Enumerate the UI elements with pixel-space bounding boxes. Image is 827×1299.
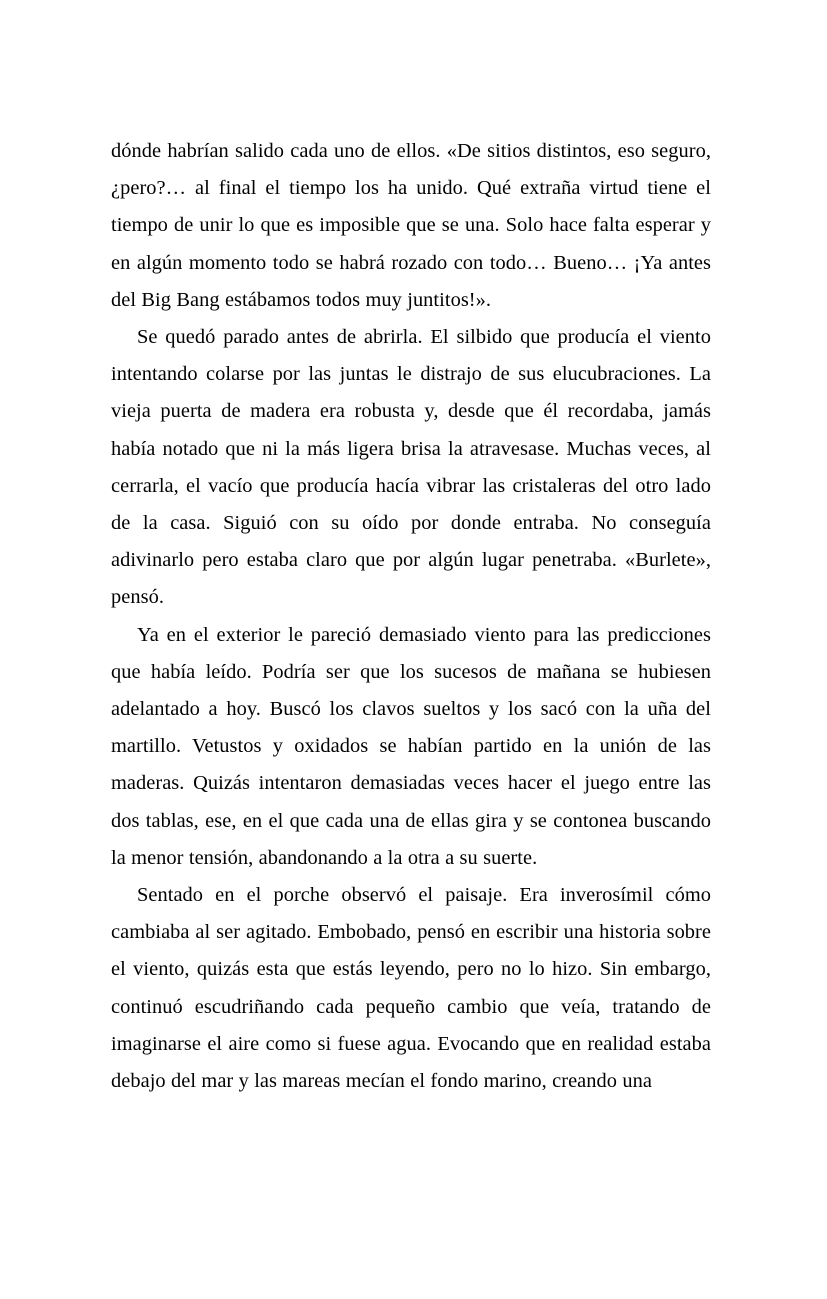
paragraph-3: Ya en el exterior le pareció demasiado viento para las predicciones que había leído. Podría ser que los sucesos de mañana se hubiesen adelantado a hoy. Buscó los clavos sueltos y los sacó con la uña del martillo. Vetustos y oxidados se habían partido en la unión de las maderas. Quizás intentaron demasiadas veces hacer el juego entre las dos tablas, ese, en el que cada una de ellas gira y se contonea buscando la menor tensión, abandonando a la otra a su suerte. bbox=[111, 623, 711, 869]
paragraph-2: Se quedó parado antes de abrirla. El silbido que producía el viento intentando colarse por las juntas le distrajo de sus elucubraciones. La vieja puerta de madera era robusta y, desde que él recordaba, jamás había notado que ni la más ligera brisa la atravesase. Muchas veces, al cerrarla, el vacío que producía hacía vibrar las cristaleras del otro lado de la casa. Siguió con su oído por donde entraba. No conseguía adivinarlo pero estaba claro que por algún lugar penetraba. «Burlete», pensó. bbox=[111, 326, 711, 609]
paragraph-4: Sentado en el porche observó el paisaje. Era inverosímil cómo cambiaba al ser agitado. Embobado, pensó en escribir una historia sobre el viento, quizás esta que estás leyendo, pero no lo hizo. Sin embargo, continuó escudriñando cada pequeño cambio que veía, tratando de imaginarse el aire como si fuese agua. Evocando que en realidad estaba debajo del mar y las mareas mecían el fondo marino, creando una bbox=[111, 884, 711, 1093]
page-text-block bbox=[111, 133, 711, 1100]
paragraph-1: dónde habrían salido cada uno de ellos. «De sitios distintos, eso seguro, ¿pero?… al final el tiempo los ha unido. Qué extraña virtud tiene el tiempo de unir lo que es imposible que se una. Solo hace falta esperar y en algún momento todo se habrá rozado con todo… Bueno… ¡Ya antes del Big Bang estábamos todos muy juntitos!». bbox=[111, 140, 711, 311]
